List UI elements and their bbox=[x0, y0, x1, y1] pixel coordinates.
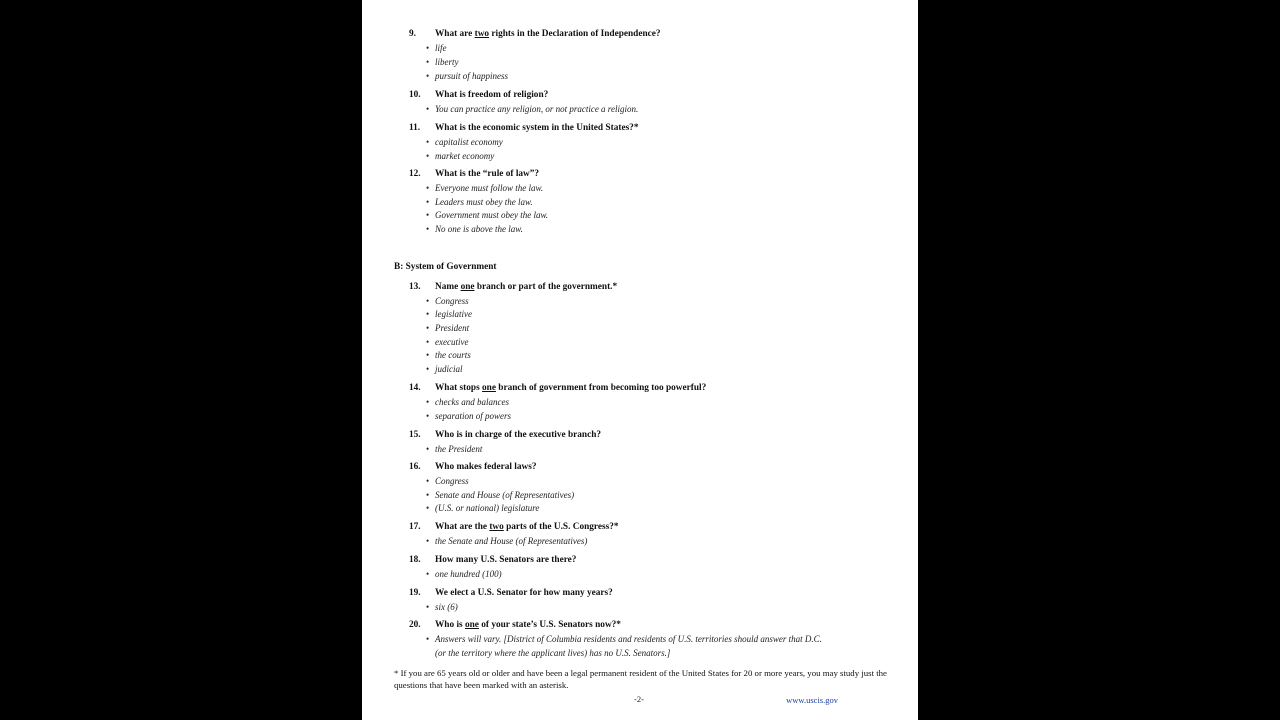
answer-text: Congress bbox=[435, 296, 469, 306]
question-text bbox=[435, 555, 576, 565]
answer-text: Government must obey the law. bbox=[435, 210, 549, 220]
answer-item bbox=[426, 397, 509, 407]
bullet-icon: • bbox=[426, 350, 430, 360]
answer-text: (or the territory where the applicant lives) has no U.S. Senators.] bbox=[435, 648, 671, 658]
bullet-icon: • bbox=[426, 296, 430, 306]
bullet-icon: • bbox=[426, 309, 430, 319]
question-text bbox=[435, 588, 613, 598]
question-text bbox=[435, 90, 548, 100]
answer-item bbox=[426, 183, 544, 193]
bullet-icon: • bbox=[426, 536, 430, 546]
bullet-icon: • bbox=[426, 71, 430, 81]
question-text-part: rights in the Declaration of Independence? bbox=[489, 29, 661, 39]
answer-item bbox=[426, 476, 469, 486]
question-text bbox=[435, 620, 621, 630]
answer-item bbox=[426, 337, 469, 347]
answer-item bbox=[426, 71, 509, 81]
bullet-icon: • bbox=[426, 503, 430, 513]
answer-item bbox=[426, 602, 458, 612]
answer-item bbox=[426, 444, 483, 454]
question-number: 16. bbox=[409, 462, 421, 472]
question-text-part: Who is in charge of the executive branch? bbox=[435, 430, 602, 440]
answer-item bbox=[426, 197, 533, 207]
answer-item bbox=[426, 536, 588, 546]
answer-text: one hundred (100) bbox=[435, 569, 502, 579]
question-number: 12. bbox=[409, 169, 421, 179]
question-text-part: What is freedom of religion? bbox=[435, 90, 549, 100]
bullet-icon: • bbox=[426, 224, 430, 234]
answer-text: (U.S. or national) legislature bbox=[435, 503, 540, 513]
answer-text: Answers will vary. [District of Columbia residents and residents of U.S. territories should answer that D.C. bbox=[435, 634, 822, 644]
answer-item bbox=[426, 503, 540, 513]
question-text bbox=[435, 522, 619, 532]
bullet-icon: • bbox=[426, 397, 430, 407]
answer-text: Congress bbox=[435, 476, 469, 486]
answer-item bbox=[426, 634, 822, 644]
bullet-icon: • bbox=[426, 183, 430, 193]
answer-item bbox=[426, 364, 463, 374]
answer-item bbox=[426, 490, 575, 500]
question-number: 17. bbox=[409, 522, 421, 532]
question-text-part: Who makes federal laws? bbox=[435, 462, 537, 472]
bullet-icon: • bbox=[426, 57, 430, 67]
answer-text: Leaders must obey the law. bbox=[435, 197, 533, 207]
question-text bbox=[435, 430, 601, 440]
answer-text: the President bbox=[435, 444, 483, 454]
answer-text: the Senate and House (of Representatives) bbox=[435, 536, 588, 546]
question-number: 10. bbox=[409, 90, 421, 100]
answer-text: the courts bbox=[435, 350, 471, 360]
question-number: 20. bbox=[409, 620, 421, 630]
question-text-part: How many U.S. Senators are there? bbox=[435, 555, 577, 565]
answer-text: pursuit of happiness bbox=[435, 71, 509, 81]
question-number: 11. bbox=[409, 123, 421, 133]
answer-item bbox=[426, 210, 549, 220]
bullet-icon: • bbox=[426, 602, 430, 612]
answer-text: liberty bbox=[435, 57, 459, 67]
underlined-word: two bbox=[489, 522, 504, 532]
answer-item bbox=[426, 569, 502, 579]
bullet-icon: • bbox=[426, 210, 430, 220]
answer-item bbox=[426, 137, 503, 147]
answer-item bbox=[426, 350, 471, 360]
question-text-part: parts of the U.S. Congress?* bbox=[503, 522, 619, 532]
website-link[interactable]: www.uscis.gov bbox=[786, 695, 838, 705]
answer-text: checks and balances bbox=[435, 397, 509, 407]
question-number: 13. bbox=[409, 282, 421, 292]
answer-item bbox=[426, 104, 639, 114]
question-text-part: What is the economic system in the United States?* bbox=[435, 123, 639, 133]
bullet-icon: • bbox=[426, 43, 430, 53]
question-text bbox=[435, 123, 638, 133]
answer-text: You can practice any religion, or not practice a religion. bbox=[435, 104, 639, 114]
underlined-word: one bbox=[482, 383, 496, 393]
answer-item bbox=[426, 296, 469, 306]
answer-text: life bbox=[435, 43, 447, 53]
question-text bbox=[435, 29, 661, 39]
answer-text: market economy bbox=[435, 151, 495, 161]
document-page bbox=[362, 0, 918, 720]
answer-text: President bbox=[435, 323, 470, 333]
question-text-part: We elect a U.S. Senator for how many years? bbox=[435, 588, 613, 598]
question-text-part: Name bbox=[435, 282, 461, 292]
question-text-part: What are bbox=[435, 29, 475, 39]
bullet-icon: • bbox=[426, 104, 430, 114]
footnote: * If you are 65 years old or older and have been a legal permanent resident of the United States for 20 or more years, you may study just the questions that have been marked with an asterisk. bbox=[394, 668, 887, 690]
bullet-icon: • bbox=[426, 444, 430, 454]
question-text-part: What are the bbox=[435, 522, 490, 532]
answer-text: separation of powers bbox=[435, 411, 512, 421]
bullet-icon: • bbox=[426, 323, 430, 333]
bullet-icon: • bbox=[426, 337, 430, 347]
question-text-part: Who is bbox=[435, 620, 465, 630]
answer-item bbox=[426, 57, 459, 67]
answer-item bbox=[426, 43, 447, 53]
underlined-word: one bbox=[460, 282, 475, 292]
question-number: 14. bbox=[409, 383, 421, 393]
answer-item bbox=[426, 151, 495, 161]
question-number: 9. bbox=[409, 29, 416, 39]
answer-text: six (6) bbox=[435, 602, 458, 612]
answer-item bbox=[426, 224, 523, 234]
bullet-icon: • bbox=[426, 364, 430, 374]
bullet-icon: • bbox=[426, 151, 430, 161]
question-text-part: branch of government from becoming too powerful? bbox=[495, 383, 707, 393]
question-text bbox=[435, 383, 706, 393]
underlined-word: two bbox=[474, 29, 490, 39]
question-text-part: of your state’s U.S. Senators now?* bbox=[478, 620, 621, 630]
question-text bbox=[435, 462, 537, 472]
answer-text: No one is above the law. bbox=[435, 224, 523, 234]
question-text bbox=[435, 169, 539, 179]
bullet-icon: • bbox=[426, 411, 430, 421]
bullet-icon: • bbox=[426, 569, 430, 579]
question-number: 18. bbox=[409, 555, 421, 565]
answer-item bbox=[426, 323, 470, 333]
question-text-part: What stops bbox=[435, 383, 483, 393]
answer-item bbox=[426, 411, 512, 421]
question-number: 19. bbox=[409, 588, 421, 598]
bullet-icon: • bbox=[426, 137, 430, 147]
bullet-icon: • bbox=[426, 490, 430, 500]
answer-text: capitalist economy bbox=[435, 137, 503, 147]
bullet-icon: • bbox=[426, 476, 430, 486]
answer-text: executive bbox=[435, 337, 469, 347]
question-text bbox=[435, 282, 617, 292]
page-number: -2- bbox=[634, 694, 644, 704]
question-number: 15. bbox=[409, 430, 421, 440]
answer-text: judicial bbox=[435, 364, 463, 374]
answer-text: Senate and House (of Representatives) bbox=[435, 490, 575, 500]
answer-item bbox=[435, 648, 670, 658]
bullet-icon: • bbox=[426, 197, 430, 207]
question-text-part: branch or part of the government.* bbox=[474, 282, 618, 292]
underlined-word: one bbox=[464, 620, 479, 630]
question-text-part: What is the “rule of law”? bbox=[435, 169, 540, 179]
answer-text: Everyone must follow the law. bbox=[435, 183, 544, 193]
section-heading: B: System of Government bbox=[394, 262, 497, 272]
answer-text: legislative bbox=[435, 309, 472, 319]
bullet-icon: • bbox=[426, 634, 430, 644]
answer-item bbox=[426, 309, 472, 319]
